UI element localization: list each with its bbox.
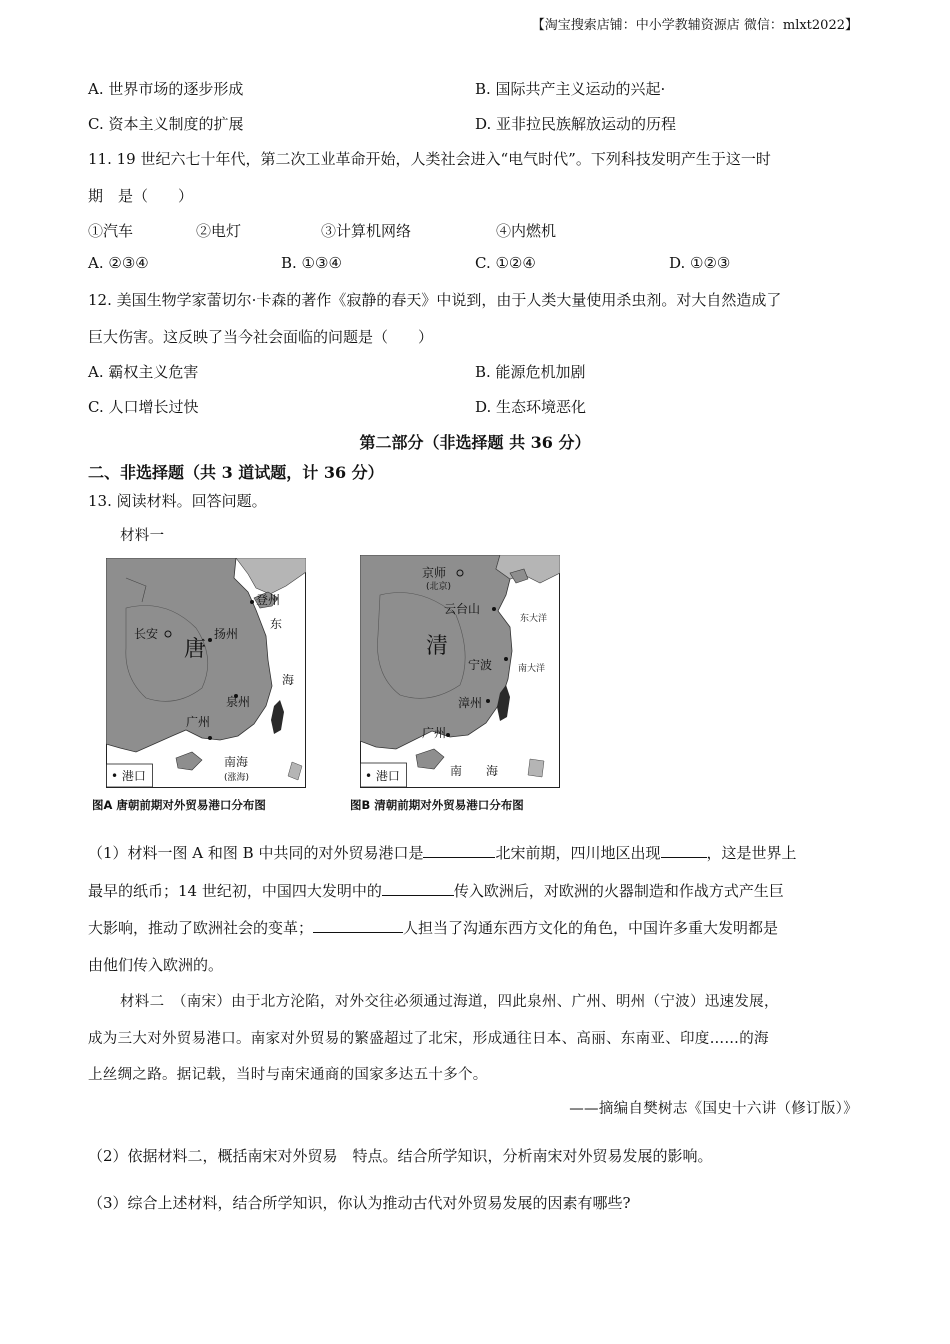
map-b-qing xyxy=(360,555,560,788)
q12-option-b: B. 能源危机加剧 xyxy=(475,363,586,381)
sub1-line3-part-b: 人担当了沟通东西方文化的角色，中国许多重大发明都是 xyxy=(403,919,779,937)
sub1-line2-part-b: 传入欧洲后，对欧洲的火器制造和作战方式产生巨 xyxy=(453,882,784,900)
map-a-sea-east: 东 xyxy=(270,617,283,631)
material2-line3: 上丝绸之路。据记载，当时与南宋通商的国家多达五十多个。 xyxy=(88,1067,488,1083)
material2-line1: 材料二 （南宋）由于北方沦陷，对外交往必须通过海道，四此泉州、广州、明州（宁波）迅速发展， xyxy=(120,994,779,1010)
map-a-caption: 图A 唐朝前期对外贸易港口分布图 xyxy=(92,798,266,812)
sub1-line3 xyxy=(88,917,778,938)
sub1-line1-part-b: 北宋前期，四川地区出现 xyxy=(495,844,661,862)
q12-option-d: D. 生态环境恶化 xyxy=(475,398,587,416)
map-a-legend: • 港口 xyxy=(111,769,146,783)
section2-title: 二、非选择题（共 3 道试题，计 36 分） xyxy=(88,463,384,482)
q11-item-2: ②电灯 xyxy=(196,222,242,240)
map-a-sea-south: 南海 xyxy=(224,755,249,769)
q10-option-b: B. 国际共产主义运动的兴起· xyxy=(475,80,666,98)
blank-common-port[interactable] xyxy=(423,843,495,858)
part2-title: 第二部分（非选择题 共 36 分） xyxy=(359,433,591,452)
q11-item-3: ③计算机网络 xyxy=(321,222,412,240)
map-b-city-jingshi: 京师 xyxy=(422,566,447,580)
map-a-sea-south2: (涨海) xyxy=(224,773,250,783)
map-b-city-beijing: (北京) xyxy=(426,582,452,592)
material2-source: ——摘编自樊树志《国史十六讲（修订版）》 xyxy=(569,1101,858,1117)
q11-option-a: A. ②③④ xyxy=(88,254,149,272)
q10-option-a: A. 世界市场的逐步形成 xyxy=(88,80,244,98)
sub1-line1-part-c: ，这是世界上 xyxy=(706,844,797,862)
sub1-line4: 由他们传入欧洲的。 xyxy=(88,956,224,974)
q11-option-d: D. ①②③ xyxy=(669,254,731,272)
sub2-question: （2）依据材料二，概括南宋对外贸易 特点。结合所学知识，分析南宋对外贸易发展的影响。 xyxy=(88,1147,713,1165)
sub3-question: （3）综合上述材料，结合所学知识，你认为推动古代对外贸易发展的因素有哪些? xyxy=(88,1194,631,1212)
q13-stem: 13. 阅读材料。回答问题。 xyxy=(88,492,267,510)
q12-option-a: A. 霸权主义危害 xyxy=(88,363,199,381)
sub1-line1 xyxy=(88,842,797,863)
q12-stem-line2: 巨大伤害。这反映了当今社会面临的问题是（ ） xyxy=(88,328,434,346)
map-a-tang xyxy=(106,558,306,788)
map-a-city-dengzhou: 登州 xyxy=(256,593,281,607)
sub1-line2 xyxy=(88,880,784,901)
map-a-sea-east2: 海 xyxy=(282,673,295,687)
map-b-city-guangzhou: 广州 xyxy=(422,726,447,740)
sub1-line3-part-a: 大影响，推动了欧洲社会的变革； xyxy=(88,919,314,937)
blank-invention[interactable] xyxy=(382,881,454,896)
q11-item-4: ④内燃机 xyxy=(496,222,557,240)
q11-stem-line2: 期 是（ ） xyxy=(88,187,194,205)
map-b-legend: • 港口 xyxy=(365,769,400,783)
map-b-caption: 图B 清朝前期对外贸易港口分布图 xyxy=(350,798,524,812)
material1-label: 材料一 xyxy=(120,528,165,544)
map-b-sea-bottom1: 南 xyxy=(450,764,463,778)
blank-people[interactable] xyxy=(313,918,403,933)
q11-stem-line1: 11. 19 世纪六七十年代，第二次工业革命开始，人类社会进入“电气时代”。下列科技发明产生于这一时 xyxy=(88,150,771,168)
map-b-sea-bottom2: 海 xyxy=(486,764,499,778)
material2-line2: 成为三大对外贸易港口。南家对外贸易的繁盛超过了北宋，形成通往日本、高丽、东南亚、印度……的海 xyxy=(88,1031,769,1047)
sub1-line2-part-a: 最早的纸币；14 世纪初，中国四大发明中的 xyxy=(88,882,382,900)
q12-option-c: C. 人口增长过快 xyxy=(88,398,199,416)
map-a-dynasty: 唐 xyxy=(184,637,207,662)
map-b-city-yuntaishan: 云台山 xyxy=(444,602,481,616)
map-b-sea-east: 东大洋 xyxy=(520,614,548,624)
map-b-city-ningbo: 宁波 xyxy=(468,658,493,672)
map-b-dynasty: 清 xyxy=(426,634,449,659)
map-b-sea-south: 南大洋 xyxy=(518,664,546,674)
map-a-city-yangzhou: 扬州 xyxy=(214,627,239,641)
q11-item-1: ①汽车 xyxy=(88,222,134,240)
q10-option-c: C. 资本主义制度的扩展 xyxy=(88,115,244,133)
map-a-city-changan: 长安 xyxy=(134,627,159,641)
q12-stem-line1: 12. 美国生物学家蕾切尔·卡森的著作《寂静的春天》中说到，由于人类大量使用杀虫剂。对大自然造成了 xyxy=(88,291,782,309)
q10-option-d: D. 亚非拉民族解放运动的历程 xyxy=(475,115,677,133)
map-a-city-guangzhou: 广州 xyxy=(186,715,211,729)
blank-paper-money[interactable] xyxy=(661,843,707,858)
map-b-city-zhangzhou: 漳州 xyxy=(458,696,483,710)
page-header: 【淘宝搜索店铺：中小学教辅资源店 微信：mlxt2022】 xyxy=(531,18,858,33)
q11-option-b: B. ①③④ xyxy=(281,254,342,272)
q11-option-c: C. ①②④ xyxy=(475,254,536,272)
map-a-city-quanzhou: 泉州 xyxy=(226,695,251,709)
sub1-line1-part-a: （1）材料一图 A 和图 B 中共同的对外贸易港口是 xyxy=(88,844,424,862)
